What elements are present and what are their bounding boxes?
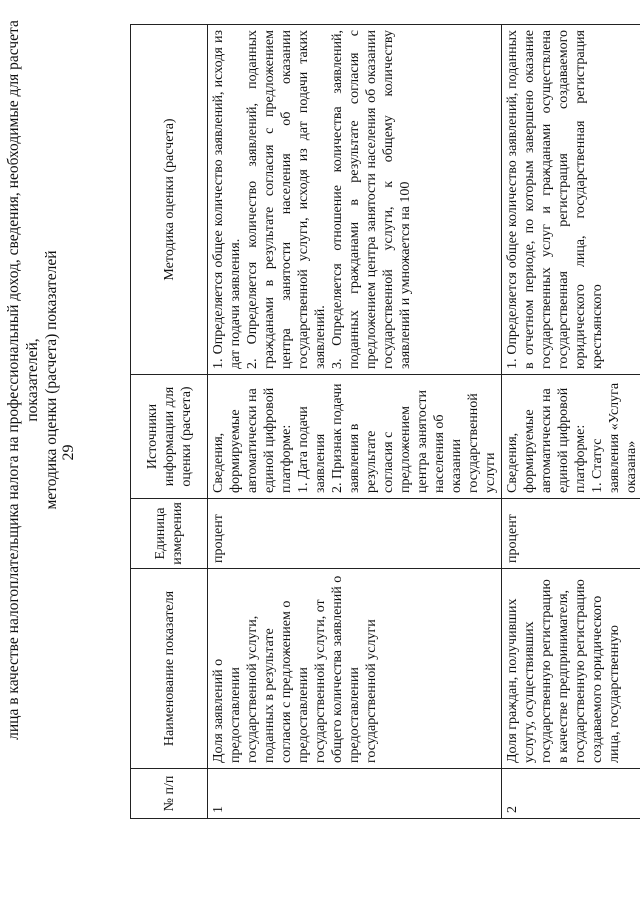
source-item: Сведения, формируемые автоматически на единой цифровой платформе: <box>211 387 294 493</box>
row-sources <box>502 375 640 499</box>
title-line-2: методика оценки (расчета) показателей <box>43 250 60 510</box>
header-unit: Единица измерения <box>131 499 208 569</box>
indicators-table <box>130 24 640 819</box>
source-item: 1. Дата подачи заявления <box>296 406 328 493</box>
row-unit: процент <box>502 499 640 569</box>
method-step: 3. Определяется отношение количества заявлений, поданных гражданами в результате согласия с предложением центра занятости населения об оказании государственной услуги, к общему количеству заявлений и умножается на 100 <box>330 30 413 369</box>
row-indicator-name: Доля граждан, получивших услугу, осуществивших государственную регистрацию в качестве предпринимателя, государственную регистрацию создаваемого юридического лица, государственную <box>502 569 640 769</box>
row-num: 2 <box>502 769 640 819</box>
method-step: 2. Определяется количество заявлений, поданных гражданами в результате согласия с предложением центра занятости населения об оказании государственной услуги, исходя из дат подачи таких заявлений. <box>245 30 328 369</box>
header-source: Источники информации для оценки (расчета) <box>131 375 208 499</box>
header-name: Наименование показателя <box>131 569 208 769</box>
row-unit: процент <box>208 499 502 569</box>
header-method: Методика оценки (расчета) <box>131 25 208 375</box>
method-step: 1. Определяется общее количество заявлений, исходя из дат подачи заявления. <box>211 30 243 369</box>
row-method <box>208 25 502 375</box>
table-row <box>502 25 640 819</box>
source-item: Сведения, формируемые автоматически на единой цифровой платформе: <box>505 387 588 493</box>
page-number: 29 <box>60 444 77 461</box>
source-item: 2. Признак подачи заявления в результате согласия с предложением центра занятости населения об оказании государственной услуги <box>330 383 498 493</box>
title-line-1: лица в качестве налогоплательщика налога на профессиональный доход, сведения, необходимые для расчета показателей, <box>5 20 41 740</box>
row-method <box>502 25 640 375</box>
table-row <box>208 25 502 819</box>
row-num: 1 <box>208 769 502 819</box>
header-num: № п/п <box>131 769 208 819</box>
table-header-row <box>131 25 208 819</box>
row-sources <box>208 375 502 499</box>
method-step: 1. Определяется общее количество заявлений, поданных в отчетном периоде, по которым завершено оказание государственных услуг и гражданами осуществлена государственная регистрация создаваемого юридического лица, государственная регистрация крестьянского <box>505 30 605 369</box>
source-item: 1. Статус заявления «Услуга оказана» <box>590 382 639 493</box>
document-title <box>4 5 61 755</box>
row-indicator-name: Доля заявлений о предоставлении государственной услуги, поданных в результате согласия с предложением о предоставлении государственной услуги, от общего количества заявлений о предоставлении государственной услуги <box>208 569 502 769</box>
